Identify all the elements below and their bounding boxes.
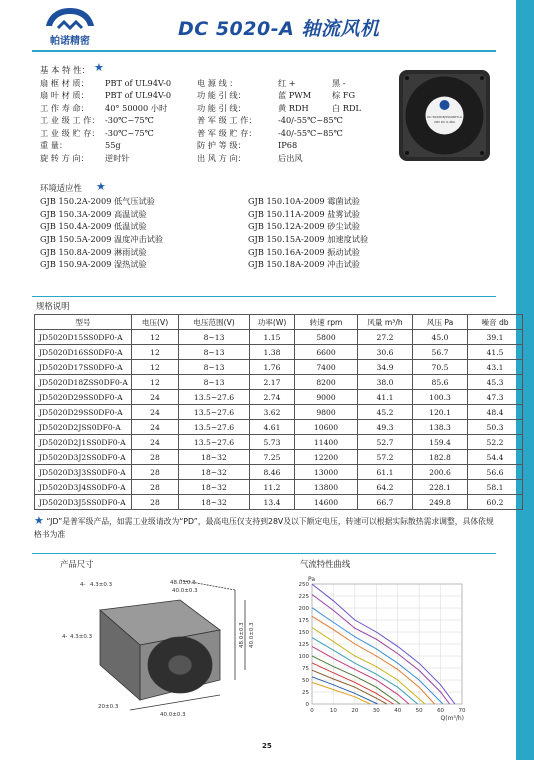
table-cell: 12 (132, 330, 179, 345)
table-cell: 58.1 (468, 480, 523, 495)
dim-top-1: 48.0±0.3 (170, 580, 196, 586)
env-test: GJB 150.4A-2009 低温试验 (40, 221, 147, 232)
spec-k2: 功 能 引 线： (197, 102, 246, 113)
brand-logo-icon (38, 6, 102, 46)
table-cell: 2.17 (250, 375, 295, 390)
table-cell: 12 (132, 360, 179, 375)
spec-v3: 黑 - (332, 77, 346, 88)
env-test: GJB 150.9A-2009 湿热试验 (40, 259, 147, 270)
spec-k2: 防 护 等 级： (197, 140, 246, 150)
table-cell: 45.0 (413, 330, 468, 345)
table-cell: JD5020D3J4SS0DF0-A (35, 480, 132, 495)
y-tick-label: 125 (298, 642, 309, 648)
table-row (35, 435, 523, 450)
note-text: “JD”是普军级产品，如需工业级请改为“PD”，最高电压仅支持到28V及以下额定电压，转速可以根据实际散热需求调整，具体依规格书为准 (34, 517, 494, 539)
section-divider-2 (32, 553, 496, 554)
table-cell: 8~13 (179, 345, 250, 360)
y-axis-label: Pa (308, 576, 316, 583)
spec-v2: 黄 RDH (278, 102, 309, 113)
table-cell: JD5020D2JSS0DF0-A (35, 420, 132, 435)
table-cell: 13.5~27.6 (179, 390, 250, 405)
table-cell: 52.7 (358, 435, 413, 450)
y-tick-label: 0 (305, 702, 309, 708)
table-cell: JD5020D16SS0DF0-A (35, 345, 132, 360)
fan-photo (397, 68, 492, 163)
spec-v1: 40° 50000 小时 (105, 102, 168, 113)
table-header-cell: 型号 (35, 315, 132, 330)
table-header-cell: 风压 Pa (413, 315, 468, 330)
table-cell: 10600 (295, 420, 358, 435)
table-cell: 7.25 (250, 450, 295, 465)
spec-v3: 棕 FG (332, 90, 356, 100)
table-cell: 45.2 (358, 405, 413, 420)
dim-depth: 20±0.3 (98, 704, 119, 710)
table-cell: 38.0 (358, 375, 413, 390)
spec-v1: -30℃~75℃ (105, 115, 154, 125)
table-cell: 24 (132, 435, 179, 450)
spec-k1: 工 业 级 贮 存： (40, 127, 100, 138)
spec-v1: PBT of UL94V-0 (105, 77, 172, 88)
env-test: GJB 150.3A-2009 高温试验 (40, 208, 147, 219)
table-cell: JD5020D18ZSS0DF0-A (35, 375, 132, 390)
table-cell: 200.6 (413, 465, 468, 480)
table-cell: 1.15 (250, 330, 295, 345)
spec-v2: IP68 (278, 140, 298, 150)
table-cell: 1.38 (250, 345, 295, 360)
table-row (35, 465, 523, 480)
dimension-drawing (60, 570, 260, 720)
table-cell: 13.4 (250, 495, 295, 510)
table-cell: 48.4 (468, 405, 523, 420)
table-cell: 8~13 (179, 375, 250, 390)
x-axis-label: Q(m³/h) (440, 715, 464, 722)
table-cell: 11400 (295, 435, 358, 450)
y-tick-label: 250 (298, 582, 309, 588)
table-cell: 138.3 (413, 420, 468, 435)
star-icon: ★ (96, 180, 106, 193)
table-cell: 100.3 (413, 390, 468, 405)
table-row (35, 360, 523, 375)
table-row (35, 375, 523, 390)
spec-k2: 普 军 级 工 作： (197, 115, 257, 125)
table-cell: 13.5~27.6 (179, 420, 250, 435)
table-cell: 47.3 (468, 390, 523, 405)
table-cell: 52.2 (468, 435, 523, 450)
table-header-row (35, 315, 523, 330)
spec-v2: -40/-55℃~85℃ (278, 115, 343, 125)
table-cell: 34.9 (358, 360, 413, 375)
dim-hole-1a: 4- (80, 582, 86, 588)
spec-k1: 工 业 级 工 作： (40, 115, 100, 125)
spec-table-heading: 规格说明 (36, 301, 70, 311)
env-test: GJB 150.16A-2009 振动试验 (248, 246, 360, 257)
table-cell: JD5020D17SS0DF0-A (35, 360, 132, 375)
dim-side-1: 48.0±0.3 (239, 622, 245, 648)
y-tick-label: 150 (298, 630, 309, 636)
spec-v3: 白 RDL (332, 102, 361, 113)
table-header-cell: 功率(W) (250, 315, 295, 330)
table-header-cell: 转速 rpm (295, 315, 358, 330)
y-tick-label: 175 (298, 618, 309, 624)
table-cell: 8~13 (179, 360, 250, 375)
table-cell: 2.74 (250, 390, 295, 405)
table-cell: 54.4 (468, 450, 523, 465)
spec-k1: 工 作 寿 命： (40, 102, 89, 113)
table-cell: 5.73 (250, 435, 295, 450)
y-tick-label: 50 (302, 678, 309, 684)
star-icon: ★ (94, 61, 104, 74)
table-cell: 18~32 (179, 480, 250, 495)
x-tick-label: 40 (394, 708, 402, 714)
table-header-cell: 电压(V) (132, 315, 179, 330)
x-tick-label: 20 (351, 708, 359, 714)
table-cell: 49.3 (358, 420, 413, 435)
table-cell: 12 (132, 345, 179, 360)
table-row (35, 345, 523, 360)
table-cell: 41.5 (468, 345, 523, 360)
table-cell: 12 (132, 375, 179, 390)
curve-heading: 气流特性曲线 (300, 559, 351, 569)
env-test: GJB 150.2A-2009 低气压试验 (40, 196, 155, 206)
table-cell: 228.1 (413, 480, 468, 495)
table-cell: 24 (132, 390, 179, 405)
dim-hole-2b: 4.3±0.3 (70, 634, 93, 640)
table-cell: 70.5 (413, 360, 468, 375)
section-divider (32, 296, 496, 297)
env-test: GJB 150.10A-2009 霉菌试验 (248, 196, 360, 206)
table-cell: 18~32 (179, 495, 250, 510)
spec-v2: 后出风 (278, 152, 303, 163)
table-cell: 11.2 (250, 480, 295, 495)
table-row (35, 450, 523, 465)
y-tick-label: 200 (298, 606, 309, 612)
table-cell: JD5020D29SS0DF0-A (35, 390, 132, 405)
table-cell: 18~32 (179, 450, 250, 465)
table-body (35, 330, 523, 510)
airflow-chart (274, 570, 496, 730)
dim-side-2: 40.0±0.3 (249, 622, 255, 648)
env-test: GJB 150.11A-2009 盐雾试验 (248, 208, 360, 219)
table-cell: 3.62 (250, 405, 295, 420)
table-row (35, 480, 523, 495)
table-row (35, 420, 523, 435)
table-cell: 28 (132, 495, 179, 510)
dim-bottom: 40.0±0.3 (160, 712, 186, 718)
table-cell: 13800 (295, 480, 358, 495)
table-cell: 249.8 (413, 495, 468, 510)
table-cell: 14600 (295, 495, 358, 510)
x-tick-label: 70 (458, 708, 466, 714)
table-cell: 7400 (295, 360, 358, 375)
spec-v2: 红 + (278, 77, 296, 88)
table-cell: JD5020D3J5SS0DF0-A (35, 495, 132, 510)
table-cell: 39.1 (468, 330, 523, 345)
env-test: GJB 150.5A-2009 温度冲击试验 (40, 234, 164, 245)
spec-v2: 蓝 PWM (278, 90, 312, 100)
table-cell: 1.76 (250, 360, 295, 375)
table-cell: 56.7 (413, 345, 468, 360)
spec-k1: 重 量： (40, 140, 68, 150)
table-cell: 43.1 (468, 360, 523, 375)
brand-name: 帕诺精密 (50, 36, 90, 46)
table-cell: 24 (132, 405, 179, 420)
table-cell: 8200 (295, 375, 358, 390)
y-tick-label: 225 (298, 594, 309, 600)
table-cell: 120.1 (413, 405, 468, 420)
table-row (35, 495, 523, 510)
table-cell: 6600 (295, 345, 358, 360)
table-row (35, 390, 523, 405)
env-test: GJB 150.8A-2009 淋雨试验 (40, 246, 147, 257)
table-cell: 28 (132, 450, 179, 465)
star-icon: ★ (34, 514, 44, 527)
table-cell: 159.4 (413, 435, 468, 450)
table-cell: JD5020D15SS0DF0-A (35, 330, 132, 345)
spec-table (34, 314, 523, 510)
table-cell: 12200 (295, 450, 358, 465)
table-cell: 50.3 (468, 420, 523, 435)
table-cell: 182.8 (413, 450, 468, 465)
dim-hole-1b: 4.3±0.3 (90, 582, 113, 588)
table-cell: 13.5~27.6 (179, 435, 250, 450)
table-cell: 9800 (295, 405, 358, 420)
table-cell: 8.46 (250, 465, 295, 480)
spec-v1: 55g (105, 140, 121, 150)
table-cell: JD5020D3J2SS0DF0-A (35, 450, 132, 465)
table-note (34, 514, 498, 541)
table-cell: 57.2 (358, 450, 413, 465)
table-row (35, 405, 523, 420)
table-cell: 28 (132, 465, 179, 480)
table-cell: 56.6 (468, 465, 523, 480)
table-cell: 4.61 (250, 420, 295, 435)
table-cell: 30.6 (358, 345, 413, 360)
x-tick-label: 0 (310, 708, 314, 714)
x-tick-label: 10 (329, 708, 337, 714)
spec-k1: 扇 框 材 质： (40, 77, 89, 88)
table-cell: 5800 (295, 330, 358, 345)
table-cell: 64.2 (358, 480, 413, 495)
y-tick-label: 75 (302, 666, 309, 672)
drawing-heading: 产品尺寸 (60, 559, 94, 569)
spec-k1: 扇 叶 材 质： (40, 90, 89, 100)
table-cell: 41.1 (358, 390, 413, 405)
x-tick-label: 60 (437, 708, 445, 714)
page-number: 25 (262, 742, 272, 750)
page-title: DC 5020-A 轴流风机 (178, 18, 380, 40)
y-tick-label: 100 (298, 654, 309, 660)
table-cell: 13.5~27.6 (179, 405, 250, 420)
x-tick-label: 50 (415, 708, 423, 714)
spec-v1: -30℃~75℃ (105, 127, 154, 138)
table-cell: 9000 (295, 390, 358, 405)
table-cell: 24 (132, 420, 179, 435)
dim-hole-2a: 4- (62, 634, 68, 640)
env-test: GJB 150.15A-2009 加速度试验 (248, 234, 369, 245)
photo-label-line2: 28V DC 0.48A (434, 120, 455, 124)
table-row (35, 330, 523, 345)
table-cell: 60.2 (468, 495, 523, 510)
spec-v1: PBT of UL94V-0 (105, 90, 172, 100)
dim-top-2: 40.0±0.3 (172, 588, 198, 594)
table-cell: JD5020D3J3SS0DF0-A (35, 465, 132, 480)
table-header-cell: 噪音 db (468, 315, 523, 330)
spec-k2: 电 源 线 ： (197, 77, 238, 88)
spec-k2: 功 能 引 线： (197, 90, 246, 100)
spec-k1: 旋 转 方 向： (40, 152, 89, 163)
table-cell: 28 (132, 480, 179, 495)
title-underline (32, 50, 496, 52)
env-test: GJB 150.12A-2009 砂尘试验 (248, 221, 360, 232)
table-cell: JD5020D29SS0DF0-A (35, 405, 132, 420)
env-test: GJB 150.18A-2009 冲击试验 (248, 259, 360, 270)
table-cell: 66.7 (358, 495, 413, 510)
table-cell: JD5020D2J1SS0DF0-A (35, 435, 132, 450)
photo-label-line1: DC 5020D3J5SS0DF0-A (427, 115, 462, 119)
table-cell: 18~32 (179, 465, 250, 480)
table-header-cell: 电压范围(V) (179, 315, 250, 330)
spec-v2: -40/-55℃~85℃ (278, 127, 343, 138)
table-cell: 27.2 (358, 330, 413, 345)
table-cell: 8~13 (179, 330, 250, 345)
y-tick-label: 25 (302, 690, 309, 696)
spec-v1: 逆时针 (105, 152, 130, 163)
x-tick-label: 30 (372, 708, 380, 714)
table-cell: 13000 (295, 465, 358, 480)
spec-k2: 出 风 方 向： (197, 152, 246, 163)
table-cell: 45.3 (468, 375, 523, 390)
table-cell: 61.1 (358, 465, 413, 480)
table-header-cell: 风量 m³/h (358, 315, 413, 330)
spec-k2: 普 军 级 贮 存： (197, 127, 257, 138)
table-cell: 85.6 (413, 375, 468, 390)
